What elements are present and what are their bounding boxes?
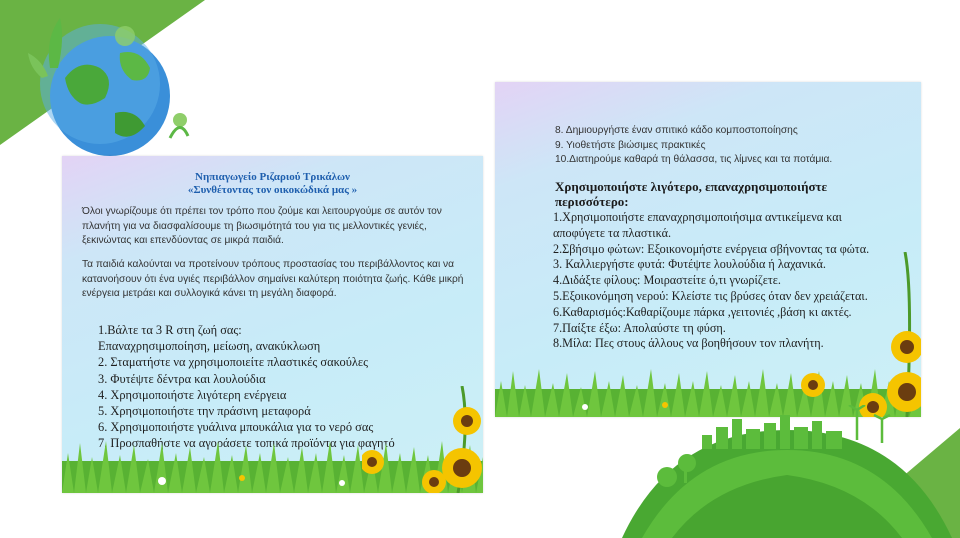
list-item: 9. Υιοθετήστε βιώσιμες πρακτικές: [555, 139, 706, 151]
list-item: 1.Χρησιμοποιήστε επαναχρησιμοποιήσιμα αντικείμενα και: [553, 210, 842, 224]
list-item: 6.Καθαρισμός:Καθαρίζουμε πάρκα ,γειτονιές ,βάση κι ακτές.: [553, 304, 852, 319]
list-item: 4.Διδάξτε φίλους: Μοιραστείτε ό,τι γνωρίζετε.: [553, 273, 781, 288]
sunflower-icon: [362, 386, 483, 493]
list-item: αποφύγετε τα πλαστικά.: [553, 225, 672, 240]
list-item: 7. Προσπαθήστε να αγοράσετε τοπικά προϊόντα για φαγητό: [98, 436, 395, 451]
list-item: 2.Σβήσιμο φώτων: Εξοικονομήστε ενέργεια σβήνοντας τα φώτα.: [553, 241, 870, 256]
green-earth-city-icon: [612, 405, 960, 538]
earth-globe-icon: [20, 8, 190, 158]
intro-paragraph: Όλοι γνωρίζουμε ότι πρέπει τον τρόπο που ζούμε και λειτουργούμε σε αυτόν τον πλανήτη για να διασφαλίσουμε τη βιωσιμότητά του για τις μελλοντικές γενιές, ξεκινώντας και επενδύοντας σε μικρά παιδιά.: [82, 206, 442, 246]
list-item: 8.Μίλα: Πες στους άλλους να βοηθήσουν τον πλανήτη.: [553, 336, 824, 351]
sunflower-icon: [795, 252, 921, 417]
left-info-card: [62, 156, 483, 493]
list-item: 8. Δημιουργήστε έναν σπιτικό κάδο κομποστοποίησης: [555, 125, 798, 136]
project-subtitle: «Συνθέτοντας τον οικοκώδικά μας »: [187, 184, 358, 196]
list-item: 1.Βάλτε τα 3 R στη ζωή σας:: [98, 323, 242, 337]
right-info-card: [495, 82, 921, 417]
list-item: 2. Σταματήστε να χρησιμοποιείτε πλαστικές σακούλες: [98, 355, 368, 370]
section-heading: Χρησιμοποιήστε λιγότερο, επαναχρησιμοποιήστε περισσότερο:: [555, 179, 828, 209]
list-item: 7.Παίξτε έξω: Απολαύστε τη φύση.: [553, 320, 726, 335]
list-item: Επαναχρησιμοποίηση, μείωση, ανακύκλωση: [98, 339, 321, 354]
list-item: 5. Χρησιμοποιήστε την πράσινη μεταφορά: [98, 404, 311, 419]
list-item: 10.Διατηρούμε καθαρά τη θάλασσα, τις λίμνες και τα ποτάμια.: [555, 154, 833, 165]
extra-tips-list: [555, 124, 832, 168]
list-item: 3. Καλλιεργήστε φυτά: Φυτέψτε λουλούδια ή λαχανικά.: [553, 257, 826, 272]
children-paragraph: Τα παιδιά καλούνται να προτείνουν τρόπους προστασίας του περιβάλλοντος και να κατανοήσουν ότι ένα υγιές περιβάλλον σημαίνει καλύτερη ποιότητα ζωής. Κάθε μικρή ενέργεια μετράει και συλλογικά κάνει τη μεγάλη διαφορά.: [82, 259, 464, 299]
list-item: 4. Χρησιμοποιήστε λιγότερη ενέργεια: [98, 387, 287, 402]
list-item: 3. Φυτέψτε δέντρα και λουλούδια: [98, 371, 266, 386]
list-item: 5.Εξοικονόμηση νερού: Κλείστε τις βρύσες όταν δεν χρειάζεται.: [553, 288, 868, 303]
school-title: Νηπιαγωγείο Ριζαριού Τρικάλων: [195, 171, 350, 183]
list-item: 6. Χρησιμοποιήστε γυάλινα μπουκάλια για το νερό σας: [98, 420, 374, 435]
